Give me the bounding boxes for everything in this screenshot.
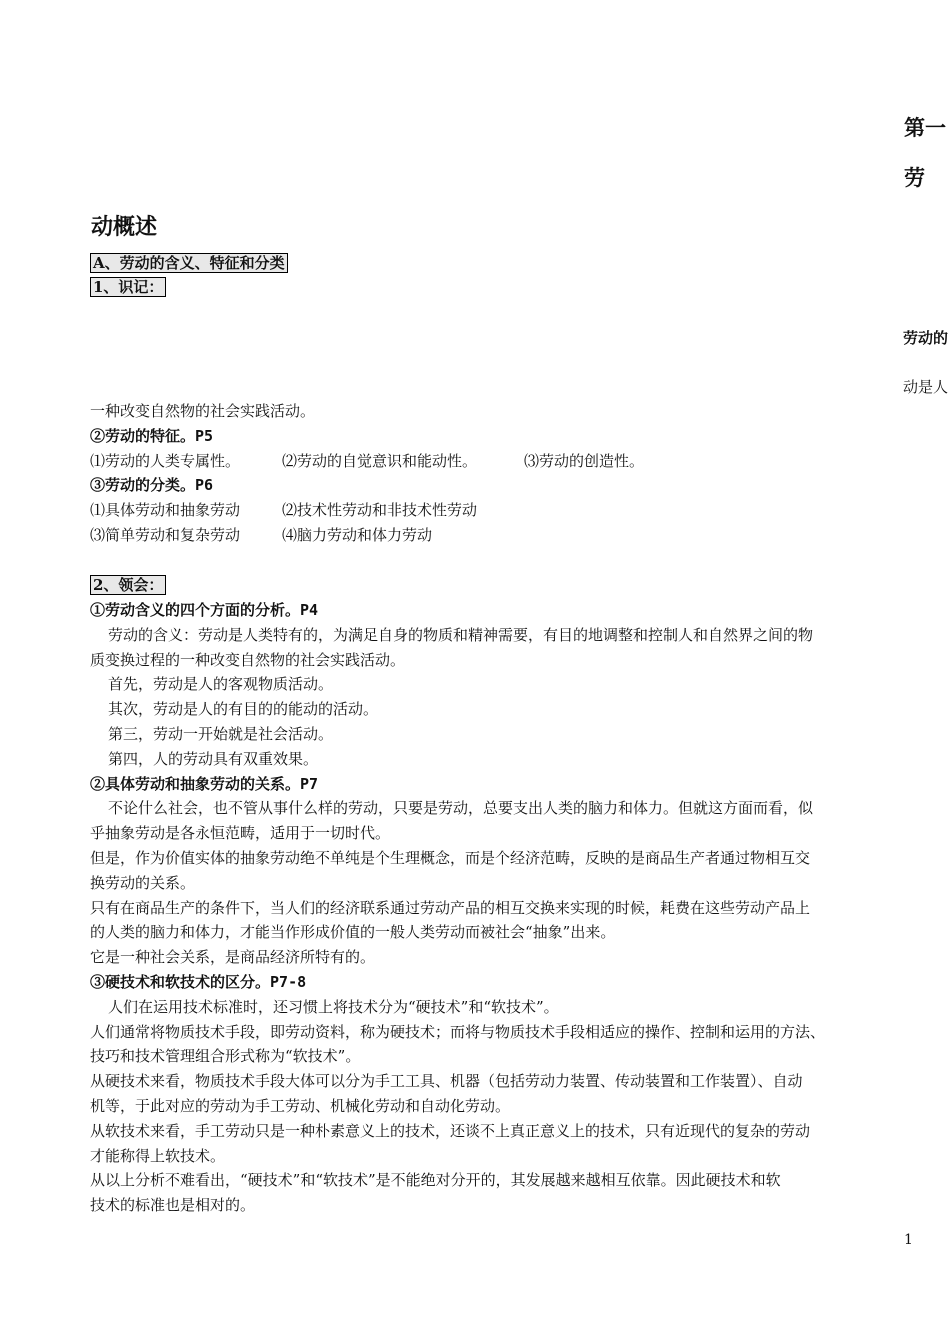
item1-title: ①劳动含义的四个方面的分析。P4 (90, 601, 319, 619)
understand-section (90, 598, 902, 1218)
item1-line: 第三，劳动一开始就是社会活动。 (108, 724, 334, 743)
recall-label-wrap (90, 277, 166, 297)
type-item: ⑴具体劳动和抽象劳动 (90, 501, 241, 520)
item3-line: 技术的标准也是相对的。 (90, 1196, 256, 1215)
type-item: ⑵技术性劳动和非技术性劳动 (282, 501, 478, 520)
type-item: ⑶简单劳动和复杂劳动 (90, 525, 241, 544)
item3-title: ③硬技术和软技术的区分。P7-8 (90, 972, 307, 991)
item3-line: 人们通常将物质技术手段，即劳动资料，称为硬技术；而将与物质技术手段相适应的操作、控制和运用的方法、 (90, 1022, 826, 1041)
item2-line: 换劳动的关系。 (90, 873, 196, 892)
feature-item: ⑴劳动的人类专属性。 (90, 451, 241, 470)
features-title: ②劳动的特征。P5 (90, 426, 214, 445)
page-number: 1 (904, 1232, 913, 1248)
understand-label: 2、领会： (90, 575, 166, 595)
feature-item: ⑵劳动的自觉意识和能动性。 (282, 451, 478, 470)
types-title: ③劳动的分类。P6 (90, 476, 214, 495)
item2-title: ②具体劳动和抽象劳动的关系。P7 (90, 774, 319, 793)
item3-line: 机等，于此对应的劳动为手工劳动、机械化劳动和自动化劳动。 (90, 1096, 511, 1115)
types-row (90, 523, 902, 548)
item2-line: 但是，作为价值实体的抽象劳动绝不单纯是个生理概念，而是个经济范畴，反映的是商品生产者通过物相互交 (90, 848, 811, 867)
item1-line: 第四，人的劳动具有双重效果。 (108, 749, 319, 768)
item3-line: 人们在运用技术标准时，还习惯上将技术分为“硬技术”和“软技术”。 (108, 997, 559, 1016)
chapter-title: 动概述 (91, 214, 158, 240)
recall-section (90, 399, 902, 573)
chapter-heading-prefix: 第一 (904, 115, 946, 140)
type-item: ⑷脑力劳动和体力劳动 (282, 525, 433, 544)
item3-line: 从软技术来看，手工劳动只是一种朴素意义上的技术，还谈不上真正意义上的技术，只有近现代的复杂的劳动 (90, 1121, 811, 1140)
section-a-heading-wrap (90, 253, 288, 273)
item2-line: 的人类的脑力和体力，才能当作形成价值的一般人类劳动而被社会“抽象”出来。 (90, 923, 616, 942)
item2-line: 乎抽象劳动是各永恒范畴，适用于一切时代。 (90, 824, 391, 843)
recall-label: 1、识记： (90, 277, 166, 297)
item3-line: 技巧和技术管理组合形式称为“软技术”。 (90, 1047, 361, 1066)
item3-line: 从以上分析不难看出，“硬技术”和“软技术”是不能绝对分开的，其发展越来越相互依靠。因此硬技术和软 (90, 1171, 781, 1190)
item1-line: 其次，劳动是人的有目的的能动的活动。 (108, 700, 379, 719)
definition-tail: 一种改变自然物的社会实践活动。 (90, 402, 316, 420)
item2-line: 它是一种社会关系，是商品经济所特有的。 (90, 948, 376, 967)
cut-off-definition-label: 劳动的 (903, 329, 949, 347)
item1-line: 质变换过程的一种改变自然物的社会实践活动。 (90, 650, 406, 669)
item1-line: 劳动的含义：劳动是人类特有的，为满足自身的物质和精神需要，有目的地调整和控制人和自然界之间的物 (108, 625, 814, 644)
types-row (90, 498, 902, 523)
features-row (90, 449, 902, 474)
item3-line: 从硬技术来看，物质技术手段大体可以分为手工工具、机器（包括劳动力装置、传动装置和工作装置）、自动 (90, 1072, 803, 1091)
item1-line: 首先，劳动是人的客观物质活动。 (108, 675, 334, 694)
item3-line: 才能称得上软技术。 (90, 1146, 226, 1165)
item2-line: 不论什么社会，也不管从事什么样的劳动，只要是劳动，总要支出人类的脑力和体力。但就这方面而看，似 (108, 799, 814, 818)
section-a-heading: A、劳动的含义、特征和分类 (90, 253, 288, 273)
item2-line: 只有在商品生产的条件下，当人们的经济联系通过劳动产品的相互交换来实现的时候，耗费在这些劳动产品上 (90, 898, 811, 917)
understand-label-wrap (90, 575, 166, 595)
chapter-heading-mid: 劳 (904, 165, 925, 190)
feature-item: ⑶劳动的创造性。 (524, 451, 645, 470)
cut-off-definition-text: 动是人 (903, 378, 949, 396)
